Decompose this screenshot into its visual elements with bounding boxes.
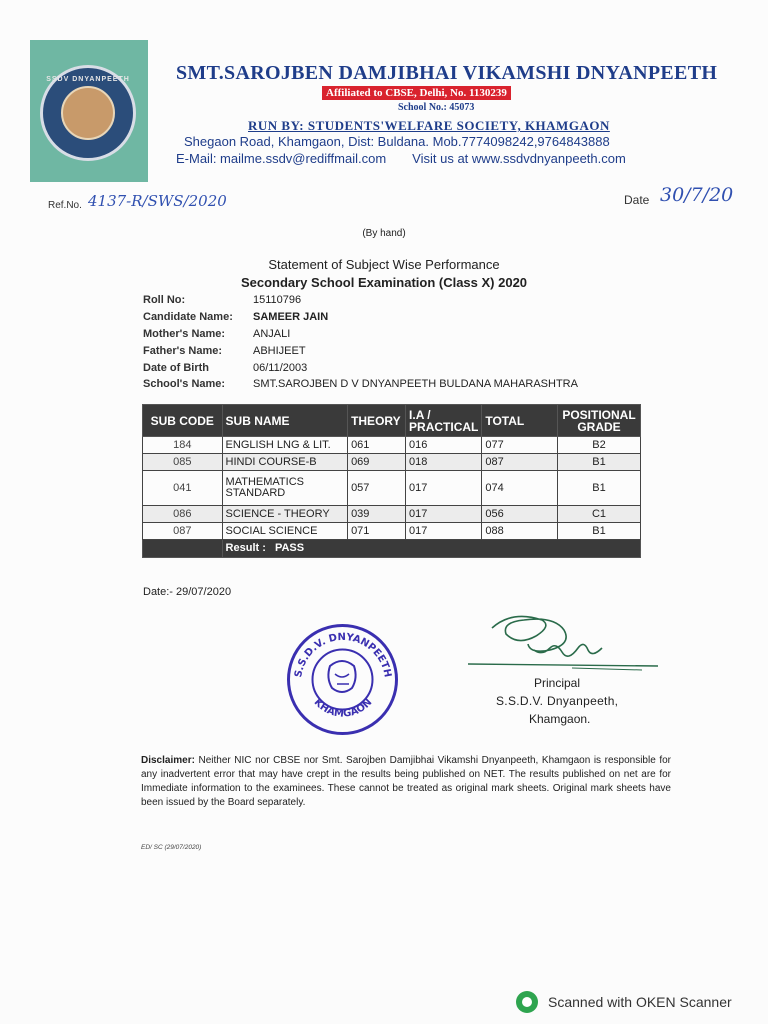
sub-code-cell: 041 <box>143 471 223 506</box>
logo-portrait <box>61 86 115 140</box>
total-cell: 087 <box>482 454 558 471</box>
principal-signature <box>462 608 662 680</box>
by-hand-note: (By hand) <box>362 228 406 239</box>
header-sub-name: SUB NAME <box>222 405 348 437</box>
email-text: E-Mail: mailme.ssdv@rediffmail.com <box>176 151 387 166</box>
header-practical: I.A / PRACTICAL <box>406 405 482 437</box>
result-row <box>143 540 641 558</box>
total-cell: 088 <box>482 523 558 540</box>
table-row <box>143 471 641 506</box>
table-row <box>143 523 641 540</box>
sub-name-cell: ENGLISH LNG & LIT. <box>222 437 348 454</box>
header-grade: POSITIONAL GRADE <box>558 405 641 437</box>
mother-name-value: ANJALI <box>253 328 291 340</box>
sub-code-cell: 086 <box>143 506 223 523</box>
logo-emblem <box>40 65 136 161</box>
stamp-bottom-text: KHAMGAON <box>311 696 375 720</box>
dob-value: 06/11/2003 <box>253 362 308 374</box>
table-row <box>143 454 641 471</box>
sub-code-cell: 087 <box>143 523 223 540</box>
school-name-value: SMT.SAROJBEN D V DNYANPEETH BULDANA MAHARASHTRA <box>253 378 578 390</box>
principal-org: S.S.D.V. Dnyanpeeth, <box>496 694 619 708</box>
principal-title: Principal <box>534 676 581 690</box>
scanner-text: Scanned with OKEN Scanner <box>548 994 732 1010</box>
grade-cell: B1 <box>558 454 641 471</box>
header-total: TOTAL <box>482 405 558 437</box>
grade-cell: B1 <box>558 523 641 540</box>
roll-no-value: 15110796 <box>253 294 302 306</box>
practical-cell: 017 <box>406 523 482 540</box>
theory-cell: 039 <box>348 506 406 523</box>
practical-cell: 018 <box>406 454 482 471</box>
dob-label: Date of Birth <box>143 362 209 374</box>
header-theory: THEORY <box>348 405 406 437</box>
total-cell: 074 <box>482 471 558 506</box>
sub-name-cell: MATHEMATICS STANDARD <box>222 471 348 506</box>
address-line: Shegaon Road, Khamgaon, Dist: Buldana. Mob.7774098242,9764843888 <box>184 134 610 149</box>
school-name: SMT.SAROJBEN DAMJIBHAI VIKAMSHI DNYANPEETH <box>176 62 718 84</box>
father-name-label: Father's Name: <box>143 345 223 357</box>
sub-name-cell: HINDI COURSE-B <box>222 454 348 471</box>
table-row <box>143 437 641 454</box>
header-sub-code: SUB CODE <box>143 405 223 437</box>
sub-name-cell: SCIENCE - THEORY <box>222 506 348 523</box>
theory-cell: 057 <box>348 471 406 506</box>
total-cell: 056 <box>482 506 558 523</box>
roll-no-label: Roll No: <box>143 294 186 306</box>
practical-cell: 017 <box>406 471 482 506</box>
table-row <box>143 506 641 523</box>
school-logo <box>30 40 148 182</box>
date-label: Date <box>624 193 650 207</box>
contact-line <box>176 151 626 166</box>
practical-cell: 017 <box>406 506 482 523</box>
stamp-top-text: S.S.D.V. DNYANPEETH <box>293 631 393 679</box>
run-by-line: RUN BY: STUDENTS'WELFARE SOCIETY, KHAMGAON <box>248 118 610 133</box>
candidate-name-label: Candidate Name: <box>143 311 233 323</box>
sub-name-cell: SOCIAL SCIENCE <box>222 523 348 540</box>
ref-no-label: Ref.No. <box>48 200 82 211</box>
table-header-row <box>143 405 641 437</box>
footer-code: ED/ SC (29/07/2020) <box>141 844 202 851</box>
result-value: PASS <box>274 542 305 554</box>
result-spacer <box>143 540 223 558</box>
svg-text:KHAMGAON <box>312 697 375 720</box>
result-label: Result : <box>225 542 266 554</box>
issue-date: Date:- 29/07/2020 <box>143 586 232 598</box>
ref-no-handwritten: 4137-R/SWS/2020 <box>88 192 227 210</box>
scanner-watermark <box>516 991 732 1013</box>
theory-cell: 061 <box>348 437 406 454</box>
school-name-label: School's Name: <box>143 378 226 390</box>
sub-code-cell: 184 <box>143 437 223 454</box>
grade-cell: B2 <box>558 437 641 454</box>
grade-cell: B1 <box>558 471 641 506</box>
practical-cell: 016 <box>406 437 482 454</box>
sub-code-cell: 085 <box>143 454 223 471</box>
total-cell: 077 <box>482 437 558 454</box>
principal-place: Khamgaon. <box>529 712 591 726</box>
school-number: School No.: 45073 <box>398 102 475 113</box>
disclaimer-text: Neither NIC nor CBSE nor Smt. Sarojben Damjibhai Vikamshi Dnyanpeeth, Khamgaon is responsible for any inadvertent error that may have crept in the results being published on NET. The results published on net are for Immediate information to the examinees. These cannot be treated as original mark sheets. Original mark sheets have been issued by the Board separately. <box>141 755 672 808</box>
date-handwritten: 30/7/20 <box>660 184 734 206</box>
exam-title: Secondary School Examination (Class X) 2020 <box>240 275 528 290</box>
website-text: Visit us at www.ssdvdnyanpeeth.com <box>412 151 626 166</box>
disclaimer <box>141 754 671 810</box>
scanner-logo-icon <box>516 991 538 1013</box>
theory-cell: 069 <box>348 454 406 471</box>
theory-cell: 071 <box>348 523 406 540</box>
statement-title: Statement of Subject Wise Performance <box>268 257 500 272</box>
affiliation-banner: Affiliated to CBSE, Delhi, No. 1130239 <box>322 86 511 100</box>
school-seal-stamp <box>285 622 400 737</box>
mother-name-label: Mother's Name: <box>143 328 226 340</box>
results-table <box>142 404 641 558</box>
grade-cell: C1 <box>558 506 641 523</box>
disclaimer-label: Disclaimer: <box>141 755 195 766</box>
logo-ring-text: SSDV DNYANPEETH <box>46 76 130 83</box>
father-name-value: ABHIJEET <box>253 345 306 357</box>
result-cell <box>222 540 640 558</box>
candidate-name-value: SAMEER JAIN <box>253 311 329 323</box>
